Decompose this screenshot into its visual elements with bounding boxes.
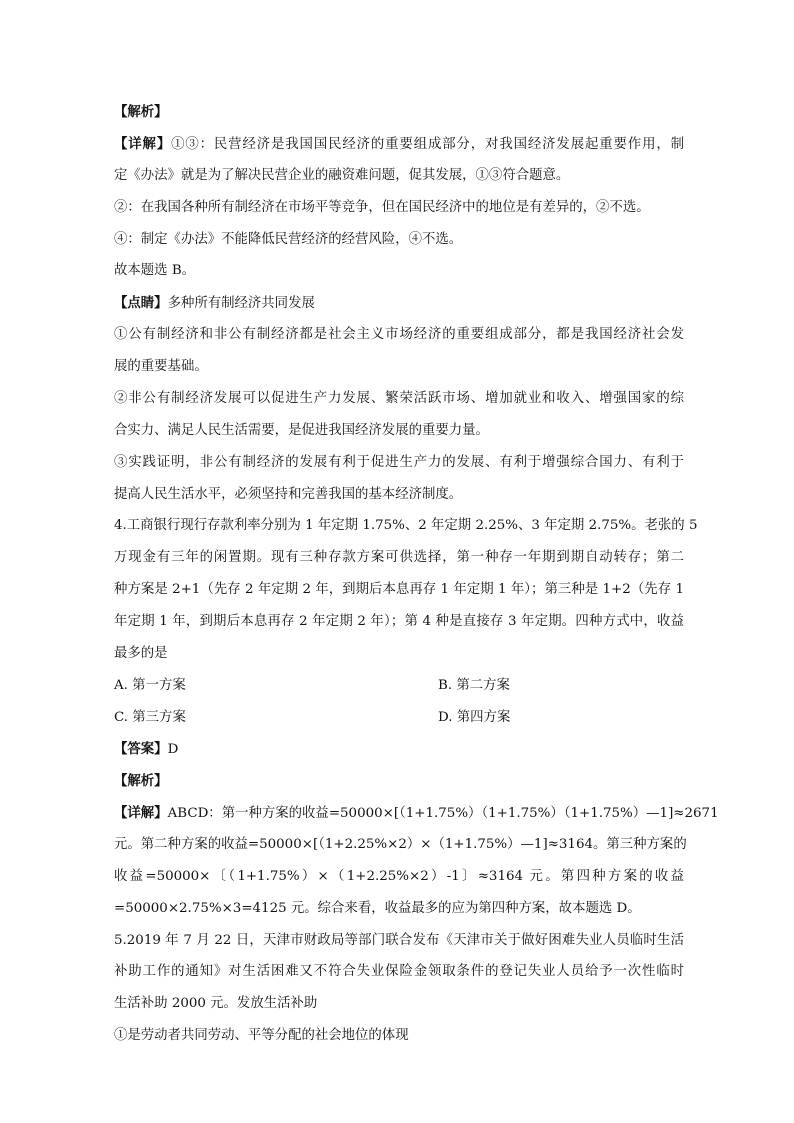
key-point-line: ②非公有制经济发展可以促进生产力发展、繁荣活跃市场、增加就业和收入、增强国家的综 <box>114 391 684 406</box>
analysis-heading: 【解析】 <box>114 773 168 789</box>
detail-paragraph-line: 定《办法》就是为了解决民营企业的融资难问题，促其发展，①③符合题意。 <box>114 168 570 183</box>
answer-label: 【答案】 <box>114 741 168 757</box>
detail-paragraph-line: 收益=50000×〔（1+1.75%）×（1+2.25%×2）-1〕≈3164 元。第四种方案的收益 <box>114 869 684 884</box>
detail-label: 【详解】 <box>114 805 168 821</box>
option-c: C. 第三方案 <box>114 710 186 725</box>
question-4-stem-line: 最多的是 <box>114 646 168 661</box>
key-point-title: 多种所有制经济共同发展 <box>167 296 315 311</box>
question-5-stem-line: 5.2019 年 7 月 22 日，天津市财政局等部门联合发布《天津市关于做好困难失业人员临时生活 <box>114 933 684 948</box>
question-4-stem-line: 年定期 1 年，到期后本息再存 2 年定期 2 年）；第 4 种是直接存 3 年定期。四种方式中，收益 <box>114 614 684 629</box>
option-4-analysis: ④：制定《办法》不能降低民营经济的经营风险，④不选。 <box>114 232 463 247</box>
detail-paragraph-line: =50000×2.75%×3=4125 元。综合来看，收益最多的应为第四种方案，故本题选 D。 <box>114 901 641 916</box>
question-4-stem-line: 种方案是 2+1（先存 2 年定期 2 年，到期后本息再存 1 年定期 1 年）；第三种是 1+2（先存 1 <box>114 582 684 597</box>
option-a: A. 第一方案 <box>114 678 186 693</box>
key-point-heading <box>114 294 315 313</box>
analysis-heading: 【解析】 <box>114 104 168 120</box>
detail-paragraph-line: 【详解】ABCD：第一种方案的收益=50000×[（1+1.75%）（1+1.75%）（1+1.75%）—1]≈2671 <box>114 805 719 821</box>
conclusion: 故本题选 B。 <box>114 263 196 278</box>
key-point-line: 提高人民生活水平，必须坚持和完善我国的基本经济制度。 <box>114 487 463 502</box>
key-point-label: 【点睛】 <box>114 295 168 311</box>
detail-paragraph-line: 【详解】①③：民营经济是我国国民经济的重要组成部分，对我国经济发展起重要作用，制 <box>114 136 685 152</box>
question-4-stem-line: 万现金有三年的闲置期。现有三种存款方案可供选择，第一种存一年期到期自动转存；第二 <box>114 550 684 565</box>
key-point-line: 合实力、满足人民生活需要，是促进我国经济发展的重要力量。 <box>114 423 489 438</box>
option-2-analysis: ②：在我国各种所有制经济在市场平等竞争，但在国民经济中的地位是有差异的，②不选。 <box>114 200 650 215</box>
answer-line <box>114 740 178 759</box>
key-point-line: ①公有制经济和非公有制经济都是社会主义市场经济的重要组成部分，都是我国经济社会发 <box>114 327 684 342</box>
detail-paragraph-line: 元。第二种方案的收益=50000×[（1+2.25%×2）×（1+1.75%）—1]≈3164。第三种方案的 <box>114 837 687 852</box>
question-5-item: ①是劳动者共同劳动、平等分配的社会地位的体现 <box>114 1028 409 1043</box>
key-point-line: 展的重要基础。 <box>114 359 208 374</box>
question-4-stem-line: 4.工商银行现行存款利率分别为 1 年定期 1.75%、2 年定期 2.25%、3 年定期 2.75%。老张的 5 <box>114 518 698 533</box>
detail-label: 【详解】 <box>114 136 172 152</box>
question-5-stem-line: 生活补助 2000 元。发放生活补助 <box>114 996 318 1011</box>
option-b: B. 第二方案 <box>438 678 510 693</box>
key-point-line: ③实践证明，非公有制经济的发展有利于促进生产力的发展、有利于增强综合国力、有利于 <box>114 455 684 470</box>
answer-value: D <box>167 742 179 757</box>
option-d: D. 第四方案 <box>438 710 511 725</box>
question-5-stem-line: 补助工作的通知》对生活困难又不符合失业保险金领取条件的登记失业人员给予一次性临时 <box>114 964 684 979</box>
